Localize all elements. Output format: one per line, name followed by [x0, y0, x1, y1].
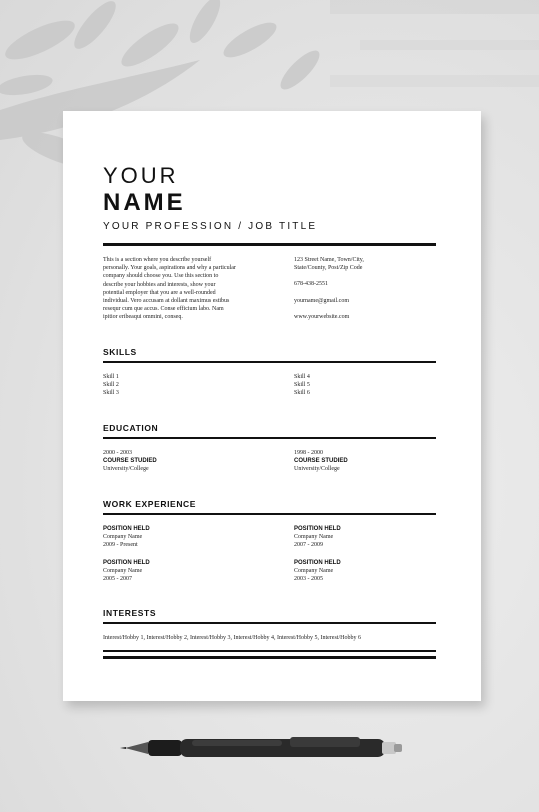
header-divider — [103, 243, 436, 246]
work-years: 2005 - 2007 — [103, 576, 132, 583]
name-second-line: NAME — [103, 189, 186, 216]
company-name: Company Name — [294, 568, 334, 575]
address-line-2: State/County, Post/Zip Code — [294, 265, 363, 272]
position-held: POSITION HELD — [294, 526, 341, 532]
resume-sheet — [63, 111, 481, 701]
about-section — [103, 256, 253, 322]
pen-icon — [120, 728, 410, 768]
about-line: ipitior eribeaqui ommini, conseq. — [103, 314, 183, 321]
skill-item: Skill 1 — [103, 374, 119, 380]
website-url: www.yourwebsite.com — [294, 313, 350, 320]
education-heading: EDUCATION — [103, 423, 159, 433]
about-line: potential employer that you are a well-rounded — [103, 289, 216, 296]
education-entry-right — [294, 449, 348, 474]
school-name: University/College — [103, 466, 149, 473]
course-studied: COURSE STUDIED — [103, 458, 157, 465]
work-years: 2007 - 2009 — [294, 542, 323, 549]
skill-item: Skill 4 — [294, 374, 310, 380]
about-line: individual. Vero accusam at dollant maximus estibus — [103, 298, 230, 305]
skills-heading: SKILLS — [103, 347, 137, 357]
skill-item: Skill 6 — [294, 390, 310, 397]
education-years: 2000 - 2003 — [103, 450, 132, 456]
work-heading: WORK EXPERIENCE — [103, 499, 197, 509]
work-entry — [294, 525, 341, 550]
interests-divider — [103, 622, 436, 624]
work-divider — [103, 513, 436, 515]
contact-section — [294, 256, 424, 321]
education-divider — [103, 437, 436, 439]
position-held: POSITION HELD — [103, 526, 150, 532]
company-name: Company Name — [103, 568, 143, 575]
interests-list: Interest/Hobby 1, Interest/Hobby 2, Interest/Hobby 3, Interest/Hobby 4, Interest/Hobby 5, Interest/Hobby 6 — [103, 635, 361, 641]
about-line: This is a section where you describe yourself — [103, 257, 212, 263]
skills-divider — [103, 361, 436, 363]
skill-item: Skill 3 — [103, 390, 119, 397]
education-entry-left — [103, 449, 157, 474]
about-line: resequr cum que accus. Conse efficium labo. Nam — [103, 306, 224, 313]
school-name: University/College — [294, 466, 340, 473]
email-address: yourname@gmail.com — [294, 297, 350, 304]
company-name: Company Name — [294, 534, 334, 541]
skill-item: Skill 5 — [294, 382, 310, 389]
about-line: describe your hobbies and interests, show your — [103, 281, 216, 288]
interests-heading: INTERESTS — [103, 608, 157, 618]
about-line: personally. Your goals, aspirations and why a particular — [103, 265, 236, 272]
work-entry — [103, 525, 150, 550]
footer-divider — [103, 656, 436, 659]
phone-number: 678-438-2551 — [294, 281, 328, 288]
position-held: POSITION HELD — [103, 560, 150, 566]
work-years: 2003 - 2005 — [294, 576, 323, 583]
address-line-1: 123 Street Name, Town/City, — [294, 257, 364, 263]
education-years: 1998 - 2000 — [294, 450, 323, 456]
work-years: 2009 - Present — [103, 542, 138, 549]
name-first-line: YOUR — [103, 163, 179, 188]
job-title: YOUR PROFESSION / JOB TITLE — [103, 221, 318, 232]
interests-bottom-divider — [103, 650, 436, 652]
position-held: POSITION HELD — [294, 560, 341, 566]
work-entry — [103, 559, 150, 584]
about-line: company should choose you. Use this section to — [103, 273, 219, 280]
course-studied: COURSE STUDIED — [294, 458, 348, 465]
skills-left-list — [103, 373, 119, 398]
skills-right-list — [294, 373, 310, 398]
skill-item: Skill 2 — [103, 382, 119, 389]
work-entry — [294, 559, 341, 584]
company-name: Company Name — [103, 534, 143, 541]
